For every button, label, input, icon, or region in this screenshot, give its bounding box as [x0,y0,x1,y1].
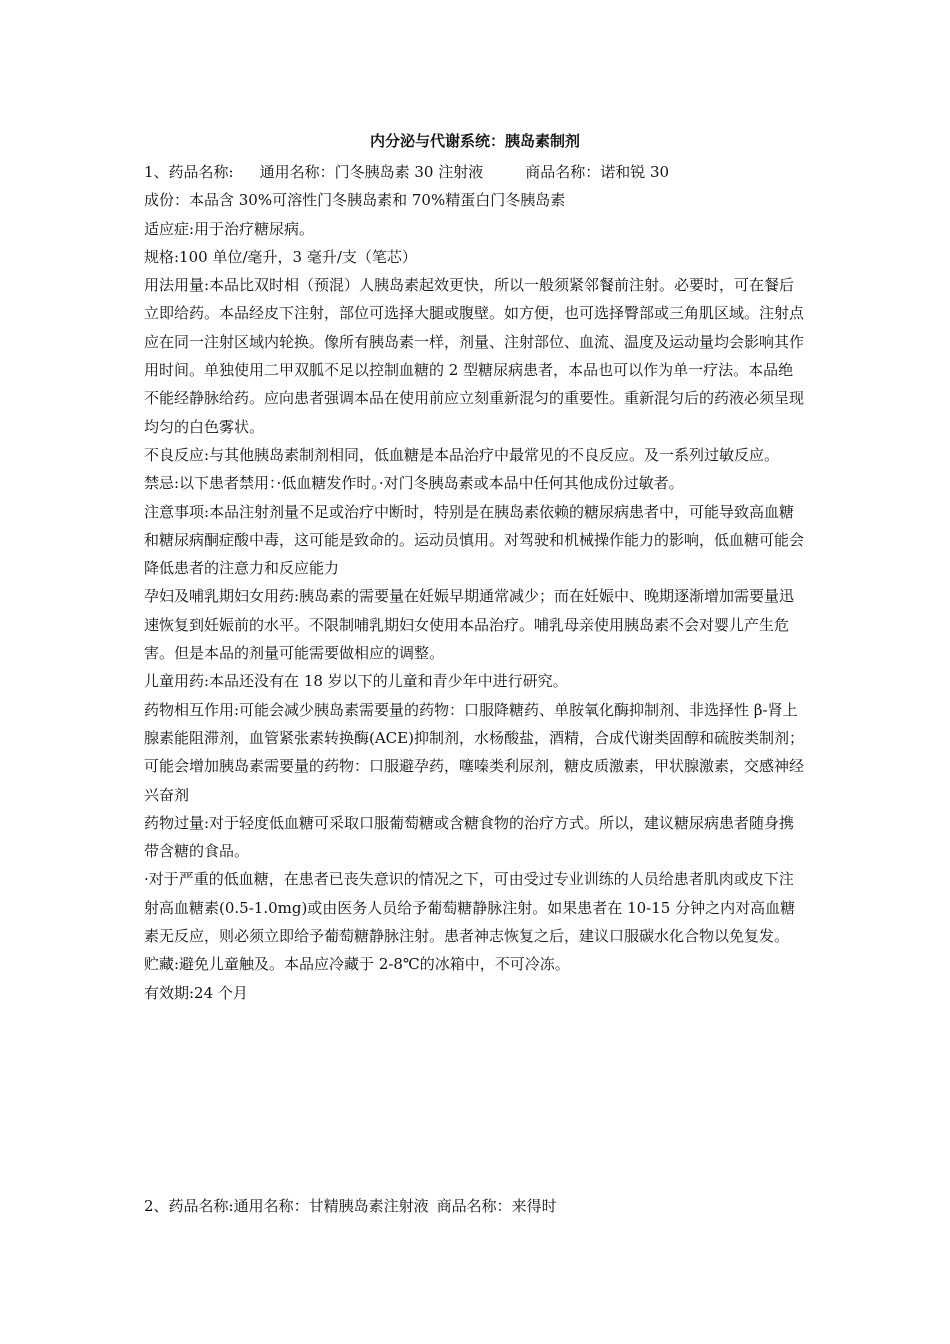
drug-1-heading [144,158,806,186]
indications-paragraph: 适应症:用于治疗糖尿病。 [144,219,315,238]
adverse-reactions-paragraph: 不良反应:与其他胰岛素制剂相同，低血糖是本品治疗中最常见的不良反应。及一系列过敏反应。 [144,445,780,464]
drug-1-generic-name: 通用名称：门冬胰岛素 30 注射液 [259,163,484,181]
storage-paragraph: 贮藏:避免儿童触及。本品应冷藏于 2-8℃的冰箱中，不可冷冻。 [144,955,570,974]
pregnancy-paragraph: 孕妇及哺乳期妇女用药:胰岛素的需要量在妊娠早期通常减少；而在妊娠中、晚期逐渐增加需要量迅速恢复到妊娠前的水平。不限制哺乳期妇女使用本品治疗。哺乳母亲使用胰岛素不会对婴儿产生危害。但是本品的剂量可能需要做相应的调整。 [144,587,795,663]
drug-2-trade-name: 商品名称：来得时 [436,1197,557,1215]
specification-paragraph: 规格:100 单位/毫升，3 毫升/支（笔芯） [144,247,417,266]
dosage-paragraph: 用法用量:本品比双时相（预混）人胰岛素起效更快，所以一般须紧邻餐前注射。必要时，可在餐后立即给药。本品经皮下注射，部位可选择大腿或腹壁。如方便，也可选择臀部或三角肌区域。注射点应在同一注射区域内轮换。像所有胰岛素一样，剂量、注射部位、血流、温度及运动量均会影响其作用时间。单独使用二甲双胍不足以控制血糖的 2 型糖尿病患者，本品也可以作为单一疗法。本品绝不能经静脉给药。应向患者强调本品在使用前应立刻重新混匀的重要性。重新混匀后的药液必须呈现均匀的白色雾状。 [144,276,805,436]
ingredients-paragraph: 成份：本品含 30%可溶性门冬胰岛素和 70%精蛋白门冬胰岛素 [144,191,566,210]
drug-1-number: 1、药品名称: [144,163,234,181]
interactions-paragraph: 药物相互作用:可能会减少胰岛素需要量的药物：口服降糖药、单胺氧化酶抑制剂、非选择性 β-肾上腺素能阻滞剂，血管紧张素转换酶(ACE)抑制剂，水杨酸盐，酒精，合成代谢类固醇和硫胺类制剂；可能会增加胰岛素需要量的药物：口服避孕药，噻嗪类利尿剂，糖皮质激素，甲状腺激素，交感神经兴奋剂 [144,700,805,804]
drug-2-heading [144,1192,806,1220]
drug-2-generic-name: 通用名称：甘精胰岛素注射液 [233,1197,429,1215]
drug-2-number: 2、药品名称: [144,1197,234,1215]
severe-hypoglycemia-paragraph: ·对于严重的低血糖，在患者已丧失意识的情况之下，可由受过专业训练的人员给患者肌肉或皮下注射高血糖素(0.5-1.0mg)或由医务人员给予葡萄糖静脉注射。如果患者在 10-15 分钟之内对高血糖素无反应，则必须立即给予葡萄糖静脉注射。患者神志恢复之后，建议口服碳水化合物以免复发。 [144,870,796,946]
pediatric-paragraph: 儿童用药:本品还没有在 18 岁以下的儿童和青少年中进行研究。 [144,672,568,691]
drug-1-section [144,158,806,1007]
contraindications-paragraph: 禁忌:以下患者禁用：·低血糖发作时。·对门冬胰岛素或本品中任何其他成份过敏者。 [144,474,684,493]
shelf-life-paragraph: 有效期:24 个月 [144,983,248,1002]
drug-1-trade-name: 商品名称：诺和锐 30 [525,163,670,181]
document-title: 内分泌与代谢系统：胰岛素制剂 [369,132,580,150]
precautions-paragraph: 注意事项:本品注射剂量不足或治疗中断时，特别是在胰岛素依赖的糖尿病患者中，可能导致高血糖和糖尿病酮症酸中毒，这可能是致命的。运动员慎用。对驾驶和机械操作能力的影响，低血糖可能会降低患者的注意力和反应能力 [144,502,805,578]
overdose-paragraph: 药物过量:对于轻度低血糖可采取口服葡萄糖或含糖食物的治疗方式。所以，建议糖尿病患者随身携带含糖的食品。 [144,813,795,861]
